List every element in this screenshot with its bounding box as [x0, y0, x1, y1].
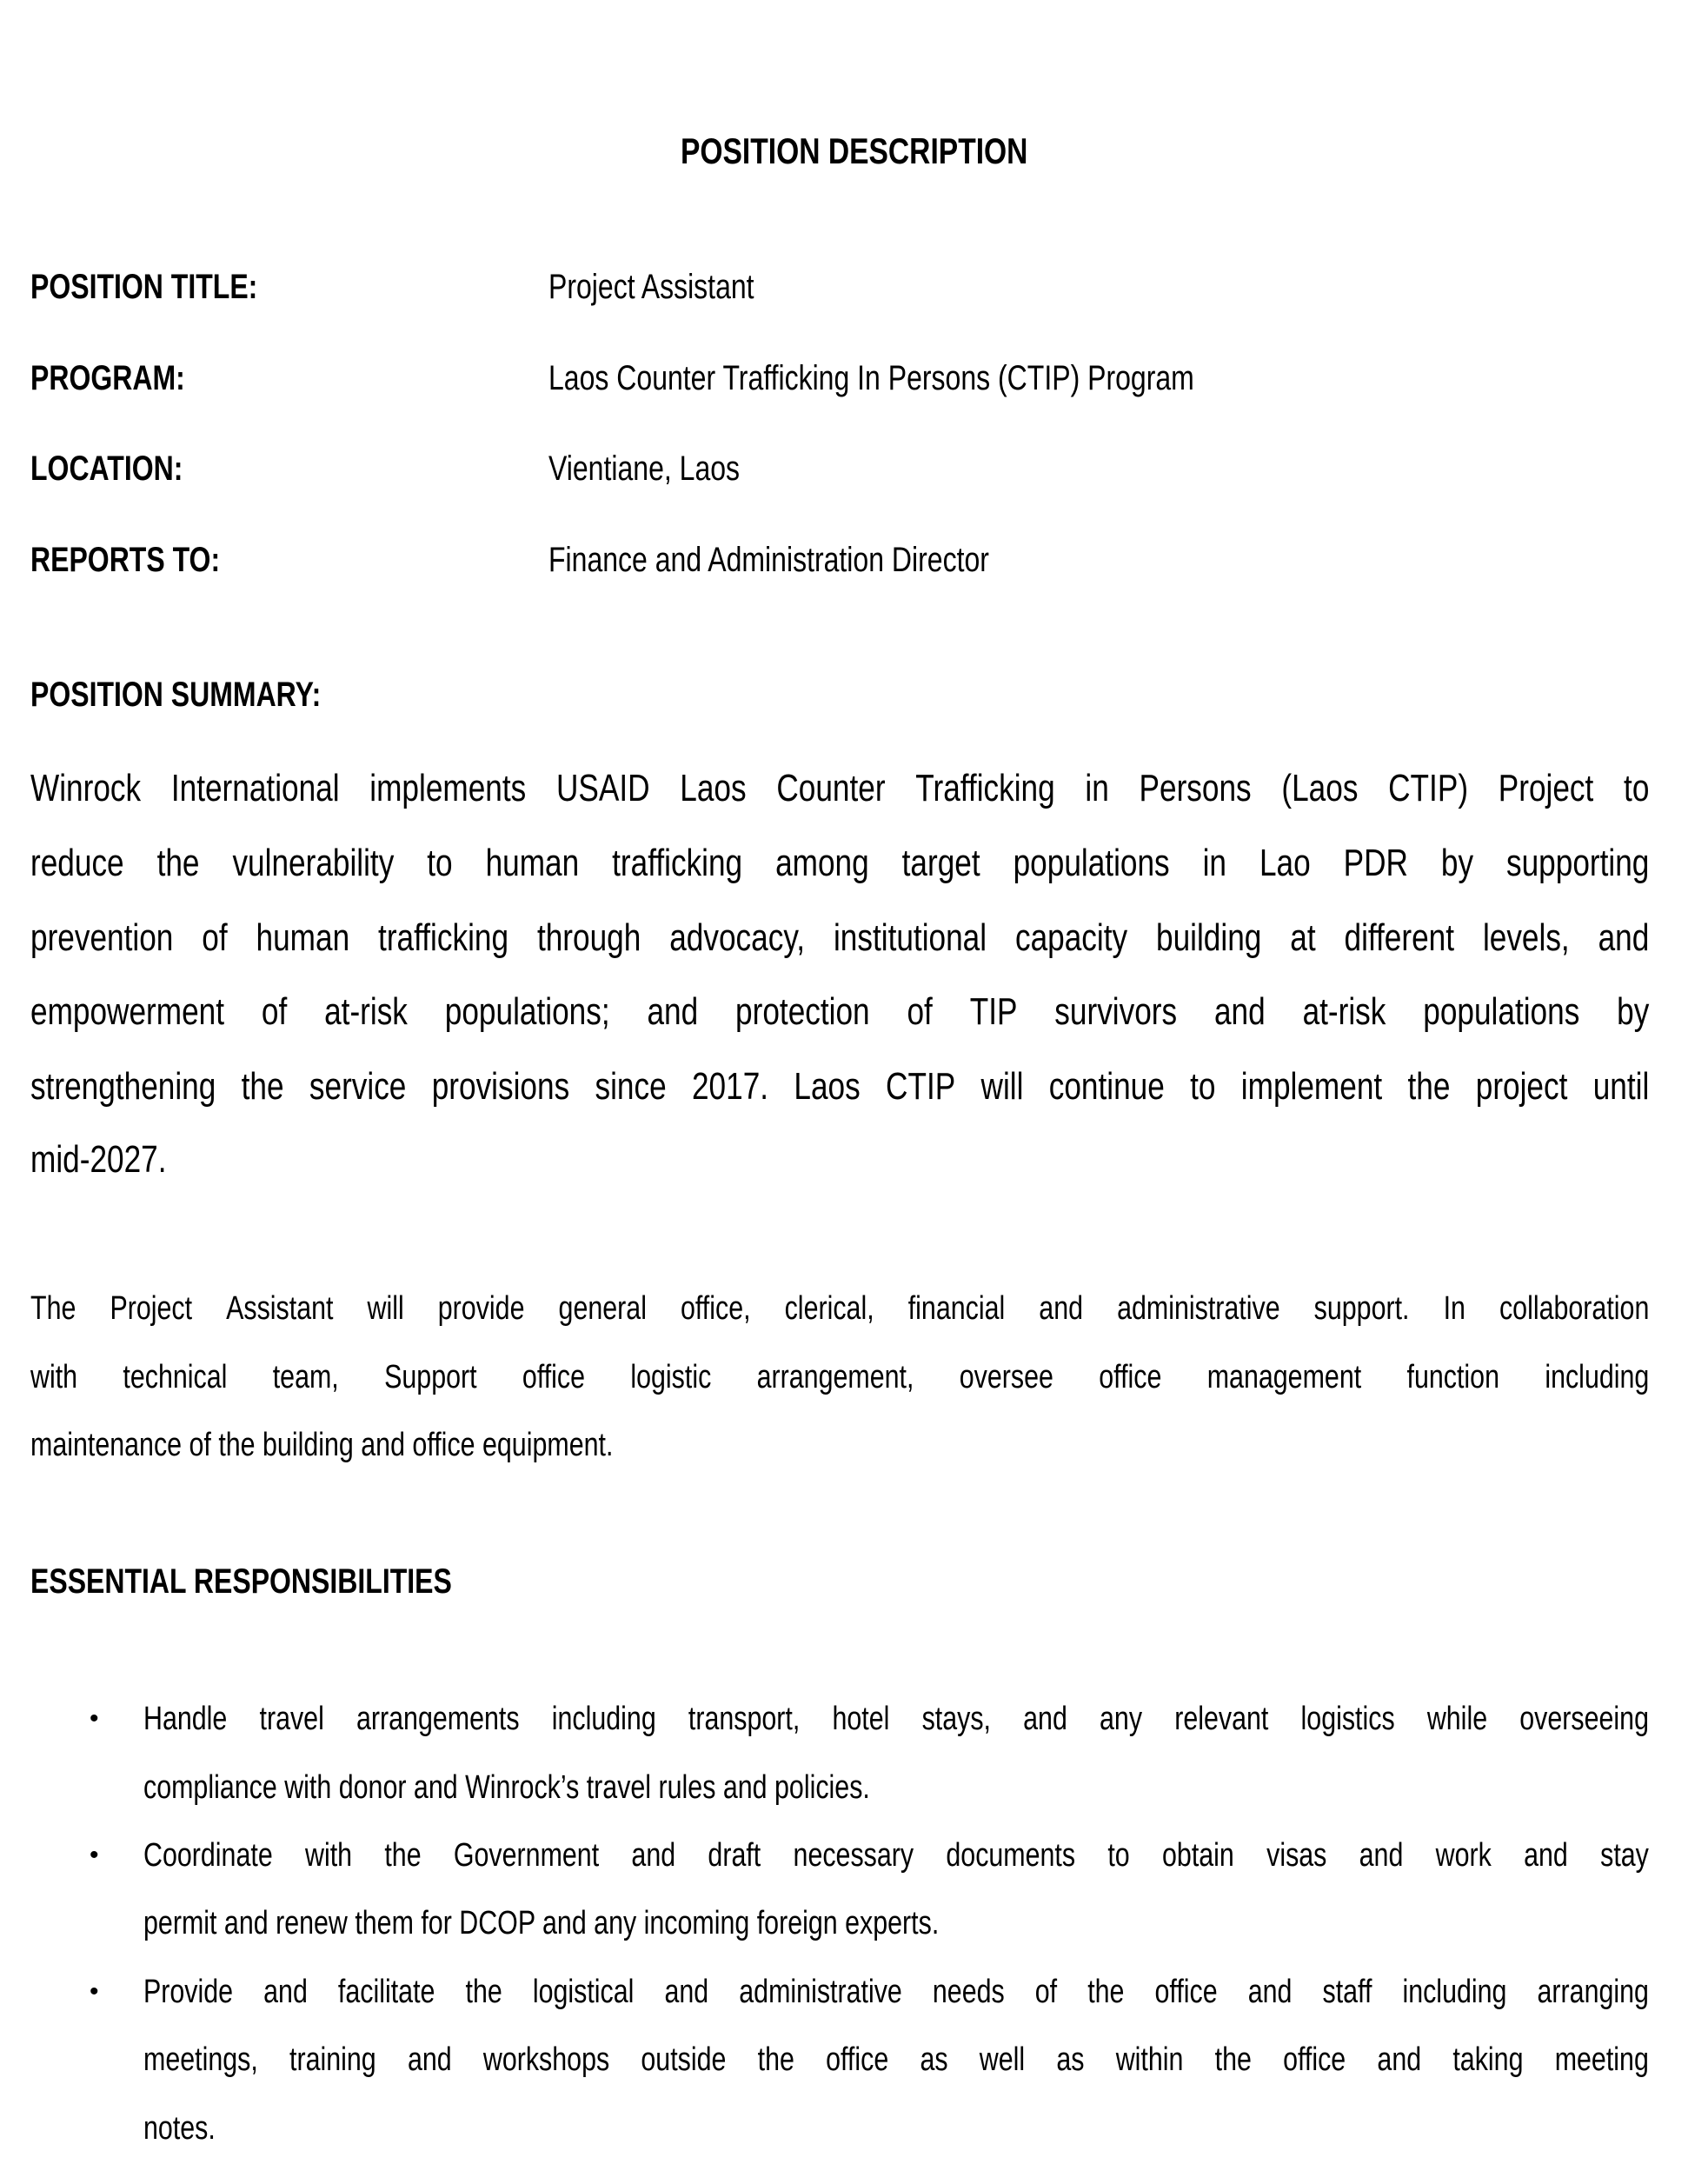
field-label-location: LOCATION:	[30, 450, 183, 488]
section-heading-responsibilities: ESSENTIAL RESPONSIBILITIES	[30, 1562, 452, 1601]
paragraph-line: The Project Assistant will provide general office, clerical, financial and administrative support. In collaboration	[30, 1290, 1650, 1327]
field-value-reports-to: Finance and Administration Director	[548, 541, 989, 579]
bullet-icon: •	[90, 1977, 99, 2006]
paragraph-line: prevention of human trafficking through advocacy, institutional capacity building at different levels, and	[30, 916, 1650, 959]
page-title: POSITION DESCRIPTION	[680, 130, 1028, 171]
list-item-line-last: permit and renew them for DCOP and any incoming foreign experts.	[143, 1905, 940, 1941]
list-item-line-last: compliance with donor and Winrock’s travel rules and policies.	[143, 1769, 870, 1806]
field-label-program: PROGRAM:	[30, 359, 185, 397]
list-item-line: Provide and facilitate the logistical and administrative needs of the office and staff including arranging	[143, 1974, 1649, 2010]
paragraph-line: reduce the vulnerability to human trafficking among target populations in Lao PDR by supporting	[30, 842, 1650, 884]
paragraph-line: with technical team, Support office logistic arrangement, oversee office management function including	[30, 1359, 1650, 1395]
field-label-reports-to: REPORTS TO:	[30, 541, 221, 579]
list-item-line-last: notes.	[143, 2110, 216, 2147]
paragraph-line-last: maintenance of the building and office equipment.	[30, 1427, 614, 1463]
section-heading-summary: POSITION SUMMARY:	[30, 676, 322, 714]
field-label-position-title: POSITION TITLE:	[30, 268, 258, 306]
bullet-icon: •	[90, 1704, 99, 1733]
bullet-icon: •	[90, 1841, 99, 1869]
paragraph-line: strengthening the service provisions since 2017. Laos CTIP will continue to implement the project until	[30, 1065, 1650, 1108]
paragraph-line: Winrock International implements USAID Laos Counter Trafficking in Persons (Laos CTIP) Project to	[30, 767, 1650, 809]
list-item-line: Handle travel arrangements including transport, hotel stays, and any relevant logistics while overseeing	[143, 1701, 1649, 1737]
field-value-position-title: Project Assistant	[548, 268, 754, 306]
paragraph-line: empowerment of at-risk populations; and protection of TIP survivors and at-risk populations by	[30, 990, 1650, 1033]
list-item-line: meetings, training and workshops outside the office as well as within the office and taking meeting	[143, 2041, 1649, 2078]
field-value-location: Vientiane, Laos	[548, 450, 741, 488]
paragraph-line-last: mid-2027.	[30, 1138, 167, 1181]
list-item-line: Coordinate with the Government and draft necessary documents to obtain visas and work and stay	[143, 1837, 1649, 1874]
field-value-program: Laos Counter Trafficking In Persons (CTIP) Program	[548, 359, 1194, 397]
